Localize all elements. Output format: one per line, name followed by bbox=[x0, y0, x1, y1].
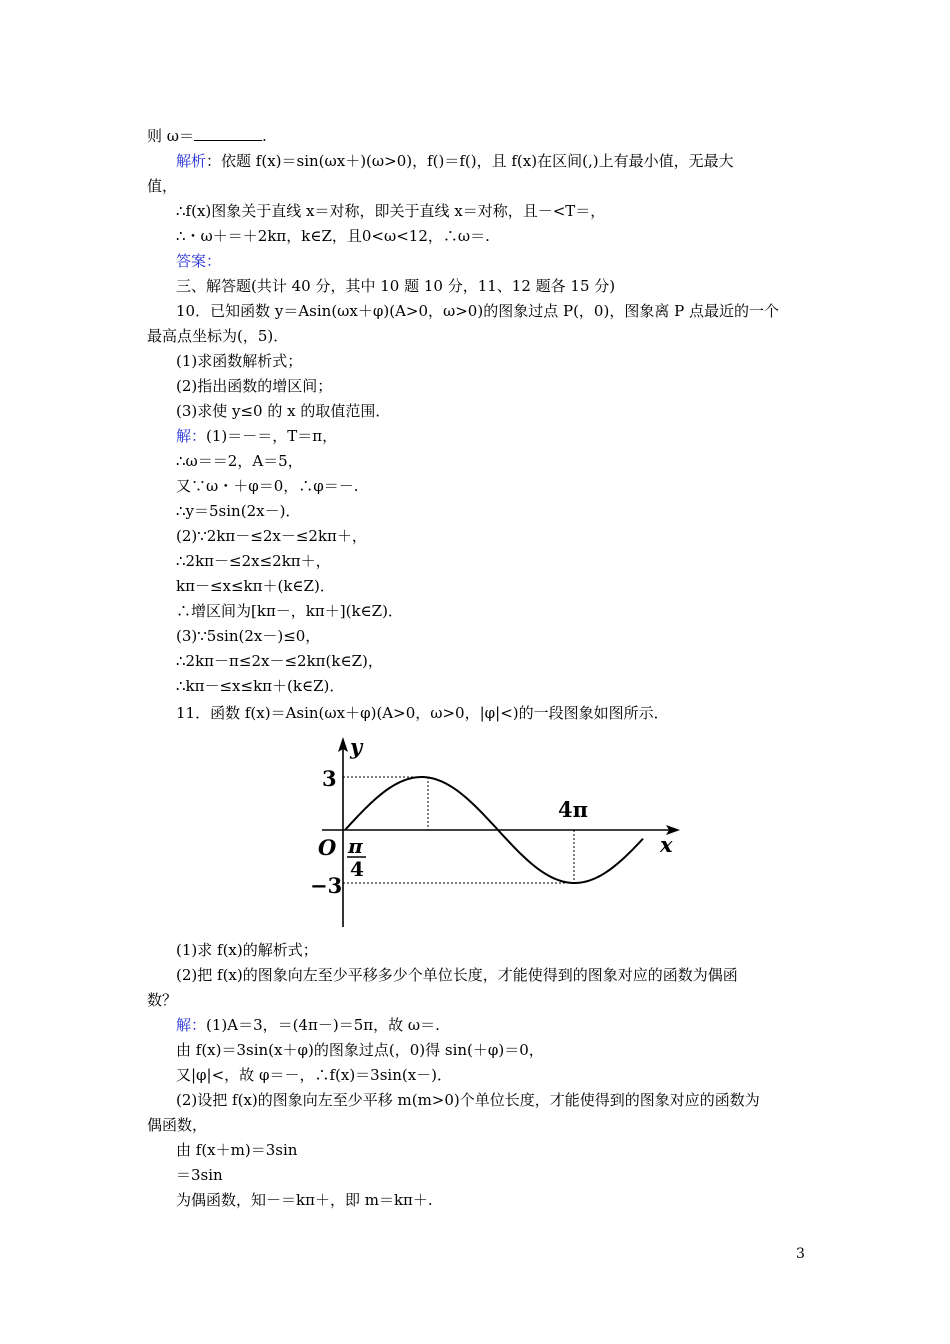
line-34: ＝3sin bbox=[176, 1166, 223, 1184]
problem-11: 11．函数 f(x)＝Asin(ωx＋φ)(A>0，ω>0，|φ|<)的一段图象如图所示． bbox=[176, 704, 669, 722]
answer-label: 答案： bbox=[176, 252, 222, 270]
line-1: 则 ω＝ . bbox=[147, 127, 267, 145]
line-3: 值， bbox=[147, 177, 178, 195]
line-9: 最高点坐标为(，5)． bbox=[147, 327, 289, 345]
y-min-label: −3 bbox=[310, 873, 343, 898]
line-18: ∴2kπ－≤2x≤2kπ＋， bbox=[176, 552, 331, 570]
line-26: (2)把 f(x)的图象向左至少平移多少个单位长度，才能使得到的图象对应的函数为偶函 bbox=[176, 966, 738, 984]
line-16: ∴y＝5sin(2x－)． bbox=[176, 502, 301, 520]
line-5: ∴・ω＋＝＋2kπ，k∈Z，且0<ω<12，∴ω＝. bbox=[176, 227, 490, 245]
solution-label-2: 解： bbox=[176, 1016, 207, 1034]
line-23: ∴kπ－≤x≤kπ＋(k∈Z)． bbox=[176, 677, 345, 695]
analysis-label: 解析 bbox=[176, 152, 207, 170]
line-20: ∴增区间为[kπ－，kπ＋](k∈Z)． bbox=[176, 602, 403, 620]
line-13: 解：(1)＝－＝，T＝π， bbox=[176, 427, 338, 445]
line-10: (1)求函数解析式； bbox=[176, 352, 303, 370]
line-33: 由 f(x＋m)＝3sin bbox=[176, 1141, 298, 1159]
y-axis-label: y bbox=[350, 734, 363, 759]
line-4: ∴f(x)图象关于直线 x＝对称，即关于直线 x＝对称，且－<T＝， bbox=[176, 202, 606, 220]
line-29: 由 f(x)＝3sin(x＋φ)的图象过点(，0)得 sin(＋φ)＝0， bbox=[176, 1041, 544, 1059]
line-21: (3)∵5sin(2x－)≤0， bbox=[176, 627, 321, 645]
line-11: (2)指出函数的增区间； bbox=[176, 377, 333, 395]
line-28: 解：(1)A＝3，＝(4π－)＝5π，故 ω＝. bbox=[176, 1016, 440, 1034]
line-14: ∴ω＝＝2，A＝5， bbox=[176, 452, 303, 470]
line-27: 数？ bbox=[147, 991, 178, 1009]
section-heading: 三、解答题(共计 40 分，其中 10 题 10 分，11、12 题各 15 分) bbox=[176, 277, 616, 295]
line-25: (1)求 f(x)的解析式； bbox=[176, 941, 318, 959]
x-tick-4pi: 4π bbox=[558, 797, 588, 822]
line-19: kπ－≤x≤kπ＋(k∈Z)． bbox=[176, 577, 335, 595]
answer-blank bbox=[194, 126, 262, 141]
line-12: (3)求使 y≤0 的 x 的取值范围． bbox=[176, 402, 391, 420]
problem-10: 10．已知函数 y＝Asin(ωx＋φ)(A>0，ω>0)的图象过点 P(，0)，图象离 P 点最近的一个 bbox=[176, 302, 779, 320]
line-22: ∴2kπ－π≤2x－≤2kπ(k∈Z)， bbox=[176, 652, 383, 670]
tick-four-denominator: 4 bbox=[350, 857, 364, 881]
x-axis-label: x bbox=[660, 832, 673, 857]
line-31: (2)设把 f(x)的图象向左至少平移 m(m>0)个单位长度，才能使得到的图象对应的函数为 bbox=[176, 1091, 760, 1109]
line-35: 为偶函数，知－＝kπ＋，即 m＝kπ＋. bbox=[176, 1191, 433, 1209]
origin-label: O bbox=[318, 835, 337, 860]
sine-graph bbox=[300, 730, 700, 930]
y-max-label: 3 bbox=[322, 766, 337, 791]
solution-label: 解： bbox=[176, 427, 207, 445]
page-number: 3 bbox=[796, 1246, 805, 1262]
tick-pi-numerator: π bbox=[348, 834, 363, 858]
line-30: 又|φ|<，故 φ＝－，∴f(x)＝3sin(x－)． bbox=[176, 1066, 453, 1084]
line-32: 偶函数， bbox=[147, 1116, 208, 1134]
line-2: 解析：依题 f(x)＝sin(ωx＋)(ω>0)，f()＝f()，且 f(x)在区间(,)上有最小值，无最大 bbox=[176, 152, 734, 170]
line-15: 又∵ω・＋φ＝0，∴φ＝－. bbox=[176, 477, 359, 495]
line-17: (2)∵2kπ－≤2x－≤2kπ＋， bbox=[176, 527, 367, 545]
